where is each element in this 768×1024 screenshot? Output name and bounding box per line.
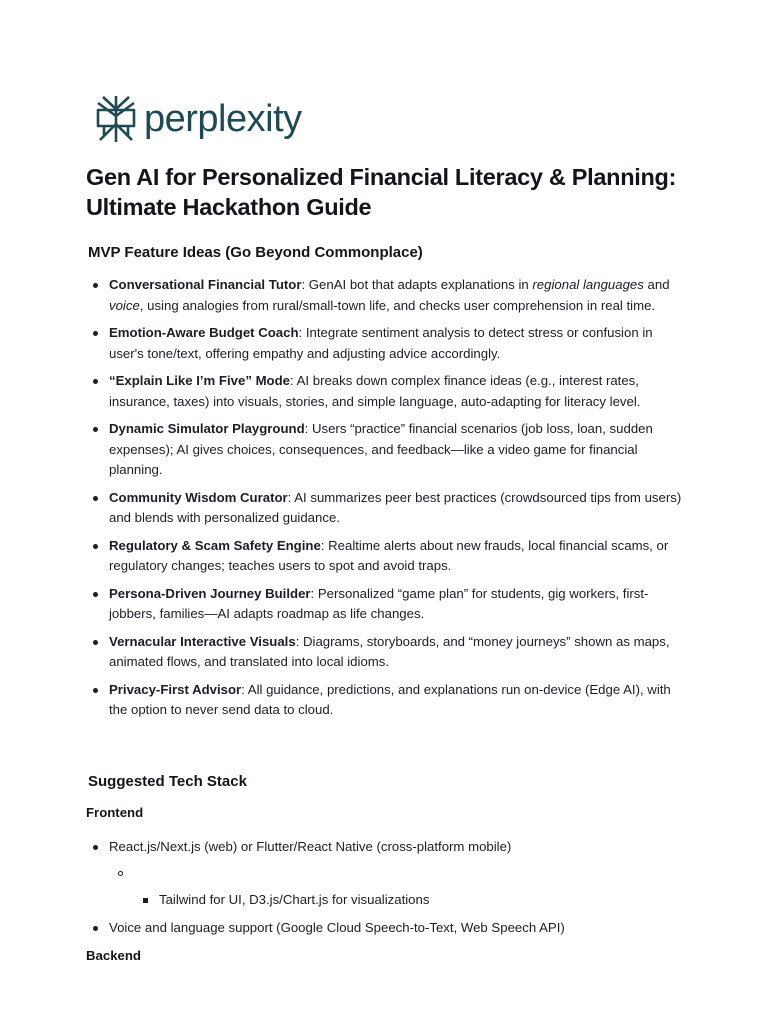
perplexity-logo-icon [95, 94, 137, 144]
mvp-section-heading [86, 243, 423, 264]
feature-text: , using analogies from rural/small-town life, and checks user comprehension in real time. [139, 297, 656, 313]
list-item [86, 323, 686, 364]
feature-text: : AI summarizes peer best practices (crowdsourced tips from users) and blends with personalized guidance. [109, 489, 682, 525]
feature-term: Regulatory & Scam Safety Engine [109, 537, 321, 553]
brand-name: perplexity [144, 98, 302, 140]
feature-term: “Explain Like I’m Five” Mode [109, 373, 291, 388]
feature-term: Community Wisdom Curator [109, 489, 288, 505]
bullet-icon [93, 926, 98, 931]
circle-bullet-icon [118, 871, 123, 876]
list-item [86, 584, 686, 625]
feature-term: Persona-Driven Journey Builder [109, 585, 311, 601]
frontend-label: Frontend [86, 805, 144, 820]
list-item: Voice and language support (Google Cloud Speech-to-Text, Web Speech API) [109, 920, 565, 935]
feature-list [86, 275, 686, 728]
feature-text: : Diagrams, storyboards, and “money journeys” shown as maps, animated flows, and translated into local idioms. [109, 633, 670, 669]
feature-term: Vernacular Interactive Visuals [109, 633, 296, 649]
feature-emphasis: voice [109, 297, 140, 313]
tech-heading-text: Suggested Tech Stack [88, 773, 247, 790]
feature-text: : Realtime alerts about new frauds, local financial scams, or regulatory changes; teaches users to spot and avoid traps. [109, 537, 669, 573]
feature-term: Privacy-First Advisor [109, 681, 242, 697]
square-bullet-icon [143, 898, 148, 903]
mvp-heading-text: MVP Feature Ideas (Go Beyond Commonplace) [88, 244, 423, 261]
list-item: React.js/Next.js (web) or Flutter/React Native (cross-platform mobile) [109, 839, 512, 854]
perplexity-logo [95, 94, 302, 144]
feature-text: : AI breaks down complex finance ideas (e.g., interest rates, insurance, taxes) into visuals, stories, and simple language, auto-adapting for literacy level. [109, 373, 641, 409]
feature-text: and [643, 277, 670, 292]
list-item [86, 536, 686, 577]
list-item [86, 632, 686, 673]
backend-label: Backend [86, 948, 141, 963]
feature-term: Conversational Financial Tutor [109, 277, 302, 292]
list-item [86, 371, 686, 412]
list-item [86, 419, 686, 481]
tech-stack-heading [86, 772, 247, 793]
list-item: Tailwind for UI, D3.js/Chart.js for visualizations [159, 892, 430, 907]
feature-text: : All guidance, predictions, and explanations run on-device (Edge AI), with the option to never send data to cloud. [109, 681, 671, 717]
feature-text: : GenAI bot that adapts explanations in [301, 277, 533, 292]
list-item [86, 275, 686, 316]
feature-text: : Personalized “game plan” for students, gig workers, first-jobbers, families—AI adapts roadmap as life changes. [109, 585, 649, 621]
feature-term: Emotion-Aware Budget Coach [109, 325, 299, 340]
list-item [86, 488, 686, 529]
document-title: Gen AI for Personalized Financial Literacy & Planning: Ultimate Hackathon Guide [86, 164, 677, 220]
feature-term: Dynamic Simulator Playground [109, 421, 305, 436]
feature-text: : Users “practice” financial scenarios (job loss, loan, sudden expenses); AI gives choices, consequences, and feedback—like a video game for financial planning. [109, 421, 653, 477]
feature-emphasis: regional languages [532, 277, 644, 292]
feature-text: : Integrate sentiment analysis to detect stress or confusion in user's tone/text, offering empathy and adjusting advice accordingly. [109, 325, 653, 361]
bullet-icon [93, 845, 98, 850]
list-item [86, 680, 686, 721]
